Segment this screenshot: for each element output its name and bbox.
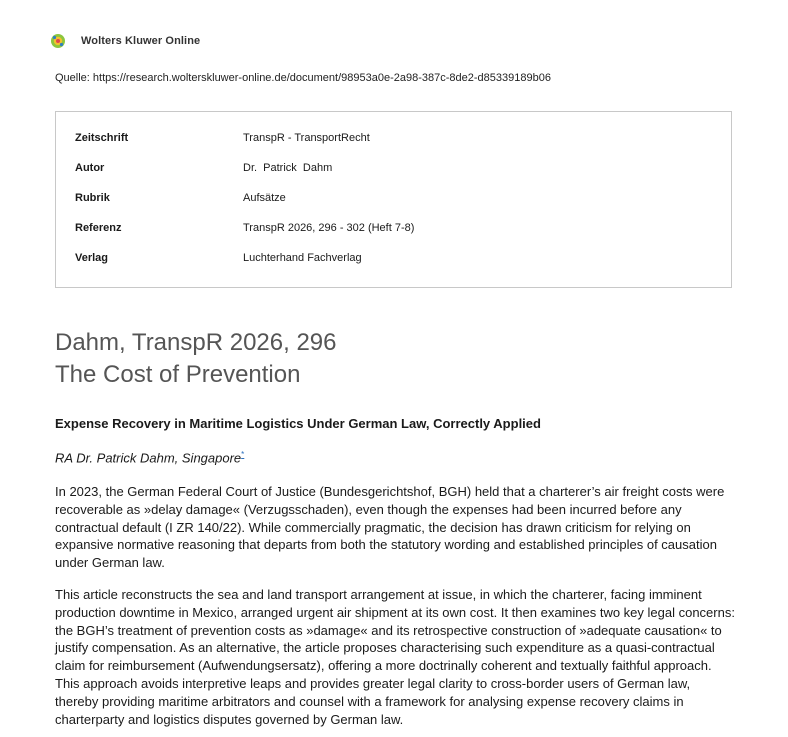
metadata-box [55, 111, 732, 288]
metadata-label: Referenz [75, 222, 122, 234]
metadata-label: Zeitschrift [75, 132, 129, 144]
author-name: RA Dr. Patrick Dahm, Singapore [55, 450, 242, 466]
wolters-kluwer-logo-icon [50, 33, 66, 49]
metadata-value: Aufsätze [243, 192, 286, 204]
metadata-value: TranspR - TransportRecht [243, 132, 370, 144]
brand-header [50, 33, 200, 49]
metadata-value: TranspR 2026, 296 - 302 (Heft 7-8) [243, 222, 415, 234]
metadata-value: Dr. Patrick Dahm [243, 162, 333, 174]
footnote-link[interactable]: * [241, 450, 245, 459]
metadata-value: Luchterhand Fachverlag [243, 252, 362, 264]
article-paragraph: This article reconstructs the sea and land transport arrangement at issue, in which the charterer, facing imminent production downtime in Mexico, arranged urgent air shipment at its own cost. It then examines two key legal concerns: the BGH’s treatment of prevention costs as »damage« and its retrospective construction of »adequate causation« to justify compensation. As an alternative, the article proposes characterising such expenditure as a quasi-contractual claim for reimbursement (Aufwendungsersatz), offering a more doctrinally coherent and textually faithful approach. This approach avoids interpretive leaps and provides greater legal clarity to cross-border users of German law, thereby providing maritime arbitrators and counsel with a framework for analysing expense recovery claims in charterparty and logistics disputes governed by German law. [55, 587, 735, 727]
metadata-label: Autor [75, 162, 105, 174]
source-url: Quelle: https://research.wolterskluwer-online.de/document/98953a0e-2a98-387c-8de2-d85339189b06 [55, 72, 551, 84]
article-paragraph: In 2023, the German Federal Court of Justice (Bundesgerichtshof, BGH) held that a charterer’s air freight costs were recoverable as »delay damage« (Verzugsschaden), even though the expenses had been incurred before any contractual default (I ZR 140/22). While commercially pragmatic, the decision has drawn criticism for relying on expansive normative reasoning that departs from both the statutory wording and established principles of causation under German law. [55, 484, 725, 571]
metadata-label: Rubrik [75, 192, 110, 204]
article-subtitle: Expense Recovery in Maritime Logistics Under German Law, Correctly Applied [55, 416, 541, 431]
brand-name: Wolters Kluwer Online [81, 35, 201, 47]
article-title [55, 327, 337, 391]
metadata-label: Verlag [75, 252, 109, 264]
article-main-title: The Cost of Prevention [55, 361, 301, 388]
article-citation: Dahm, TranspR 2026, 296 [55, 329, 337, 356]
article-author [55, 450, 244, 465]
